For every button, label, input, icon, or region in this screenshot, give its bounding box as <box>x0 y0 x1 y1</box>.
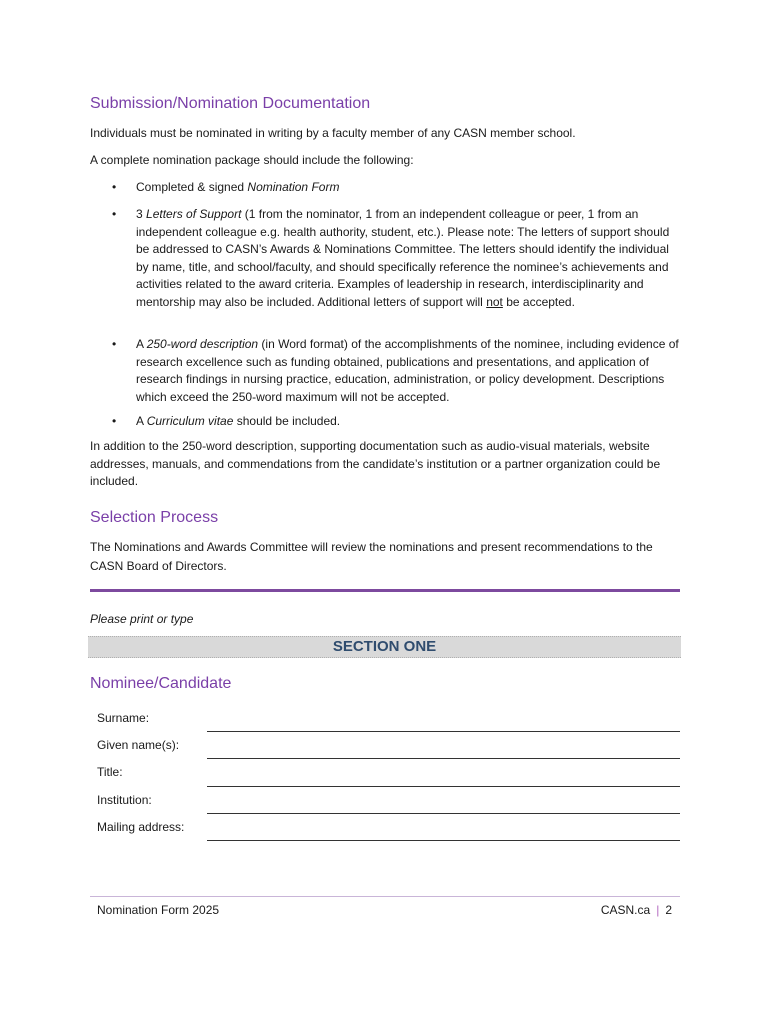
bullet-emphasis: Curriculum vitae <box>146 414 234 428</box>
bullet-text: (in Word format) of the accomplishments of the nominee, including evidence of research excellence such as funding obtained, publications and presentations, and application of research findings in nursing practice, education, administration, or policy development. Descriptions which exceed the 250-word maximum will not be accepted. <box>136 337 679 404</box>
mailing-address-field[interactable] <box>207 840 680 841</box>
bullet-marker: • <box>112 207 117 221</box>
footer-separator: | <box>656 903 660 917</box>
title-field[interactable] <box>207 786 680 787</box>
bullet-text: Completed & signed <box>136 180 248 194</box>
bullet-text: A <box>136 414 147 428</box>
bullet-text: A <box>136 337 147 351</box>
submission-heading: Submission/Nomination Documentation <box>90 95 371 112</box>
section-one-banner: SECTION ONE <box>88 636 681 658</box>
institution-label: Institution: <box>97 793 152 807</box>
bullet-text: be accepted. <box>502 294 575 309</box>
bullet-text: 3 <box>136 207 147 221</box>
nomination-requirement-paragraph: Individuals must be nominated in writing by a faculty member of any CASN member school. <box>90 126 576 140</box>
footer-site: CASN.ca <box>600 903 651 917</box>
nominee-heading: Nominee/Candidate <box>90 675 232 692</box>
page-number: 2 <box>665 903 672 917</box>
bullet-emphasis: Letters of Support <box>146 207 242 221</box>
package-intro-paragraph: A complete nomination package should include the following: <box>90 153 414 167</box>
institution-field[interactable] <box>207 813 680 814</box>
footer-page-info <box>601 903 672 917</box>
bullet-text: (1 from the nominator, 1 from an independent colleague or peer, 1 from an independent colleague e.g. health authority, student, etc.). Please note: The letters of support should be addressed to CASN’s Awards & Nominations Committee. The letters should identify the individual by name, title, and school/faculty, and should specifically reference the nominee’s achievements and activities related to the award criteria. Examples of leadership in research, interdisciplinarity and mentorship may also be included. Additional letters of support will <box>136 207 670 309</box>
print-instruction: Please print or type <box>90 612 194 626</box>
selection-process-paragraph: The Nominations and Awards Committee will review the nominations and present recommendations to the CASN Board of Directors. <box>90 540 653 573</box>
footer-divider <box>90 896 680 897</box>
bullet-marker: • <box>112 414 117 428</box>
bullet-underline: not <box>486 294 503 309</box>
mailing-address-label: Mailing address: <box>97 820 185 834</box>
bullet-emphasis: Nomination Form <box>247 180 340 194</box>
supporting-docs-paragraph: In addition to the 250-word description, supporting documentation such as audio-visual materials, website addresses, manuals, and commendations from the candidate’s institution or a partner organization could be included. <box>90 439 661 488</box>
section-divider <box>90 589 680 592</box>
given-names-field[interactable] <box>207 758 680 759</box>
bullet-emphasis: 250-word description <box>146 337 259 351</box>
given-names-label: Given name(s): <box>97 738 180 752</box>
surname-label: Surname: <box>97 711 150 725</box>
bullet-text: should be included. <box>233 414 341 428</box>
footer-form-title: Nomination Form 2025 <box>97 903 220 917</box>
bullet-marker: • <box>112 180 117 194</box>
surname-field[interactable] <box>207 731 680 732</box>
title-label: Title: <box>97 765 123 779</box>
bullet-marker: • <box>112 337 117 351</box>
selection-process-heading: Selection Process <box>90 509 219 526</box>
